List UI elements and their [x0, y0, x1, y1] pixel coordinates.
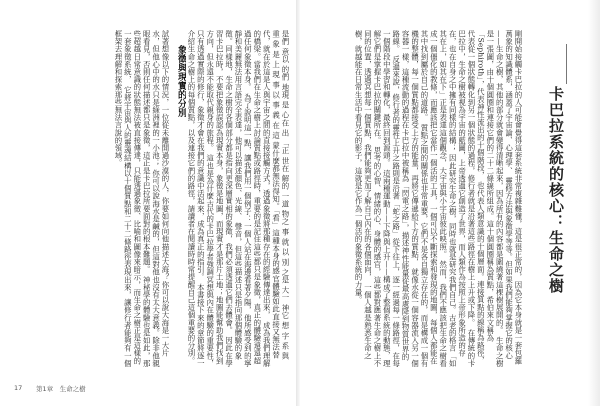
right-col-3: 也代表人類意識的十個層面。連接質點的線稱為路徑，代表從一個狀態轉化到另一個狀態的過程，修行者就是沿著這些路徑在樹上上升或下降。 [466, 30, 486, 365]
right-col-7: 質點之間的關係也非常重要，它們不是各自獨立存在的，而是構成一個有機的整體，每一個質點都接受上方的能量，再將它傳遞給下方的質點， [410, 30, 429, 367]
left-col-6: 這也是為什麼古代的卡巴拉學者強調冥想與內在體驗的重要性，只有透過實際的修行，象徵才會在我們的意識中活起來，成為真正的指引。 [196, 30, 215, 367]
left-col-7: 本書接下來的章節將逐一介紹生命之樹上的每個質點，以及連接它們的路徑，請讀者在閱讀時時常提醒自己這個重要的分別。 [186, 30, 206, 367]
left-page-body-upper [186, 30, 290, 368]
right-col-9: 反過來說，修行者的靈性上升之路則是沿著「蛇之路」從下往上，逐一經過每一條路徑，在每一個階段中學習和轉化，最終回到源頭。 [382, 30, 401, 367]
left-col-10: 你可以說海水是鹹的，但這對他也沒有太大意義。除非他親眼看見，否則任何描述都只是象徵，這正是卡巴拉所要面對的根本難題。 [142, 30, 161, 367]
left-col-11: 神秘學的體驗也是如此，那些超越日常意識的狀態無法被直接傳達，只能透過象徵、比喻和圖像來暗示，而生命之樹正是這樣的一套象徵系統， [123, 30, 152, 367]
right-col-11: 思考的心智、情緒的心、身體的感官，這些都對應著生命之樹上不同的位置，透過冥想每一個質點，我們能夠更加了解自己內在的各個面向， [363, 30, 382, 367]
right-col-10: 這兩種運動——下降與上升——構成了整個系統的動態，理解它們是掌握卡巴拉的關鍵所在。 [372, 30, 392, 367]
left-col-12: 它將宇宙與人的靈魂結構以十個質點和二十二條路徑表現出來，讓修行者能夠有一個框架去理解和探索那些無法言說的領域。 [113, 30, 133, 367]
running-head: 第1章 生命之樹 [36, 385, 86, 393]
right-col-8: 就像水從一個容器流入另一個容器一樣，這種流動的過程在卡巴拉中被稱為「閃電之路」，描述神性能量從最高處降到物質世界的路線。 [391, 30, 420, 367]
left-col-5: 因此在學習卡巴拉時，不要把象徵誤認為現實本身，象徵是地圖，而現實才是那片土地；地圖能幫助我們找到方向，但永遠不能取代親身的旅程。 [205, 30, 234, 367]
left-col-4: 聲音，但這些描述只是指向那個體驗的象徵。同樣地，生命之樹的各個部分都是指向更深層實相的象徵，我們必須透過它們去體會。 [224, 30, 243, 360]
section-heading: 象徵與現實的分別 [176, 45, 186, 117]
chapter-title-rule [566, 44, 567, 84]
left-col-3: 為了說明這一點，讓我們用一個例子：一個人站在海邊看著夕陽，他所感受到的寧靜和美麗無法用言語完全表達，他可以描述顏色、光線、 [233, 30, 253, 367]
page-edge-shade [588, 0, 600, 406]
chapter-title: 卡巴拉系統的核心：生命之樹 [547, 86, 565, 294]
right-page-body [309, 30, 523, 368]
left-page-body-lower [14, 30, 170, 368]
left-col-9: 試著想像以下的情況，一位從未離開過沙漠的人，你要如何向他描述大海？你可以說大海是一大片水，但他心中的水只是綠洲裡的一小池； [151, 30, 170, 357]
right-col-12: 一個人越是熟悉生命之樹，就越能在日常生活中看見它的影子，這就是它作為一個活的象徵系統的力量。 [354, 30, 373, 360]
page-number: 17 [14, 384, 23, 392]
right-col-5: 因此研究生命之樹，同時也就是研究我們自己。古老的格言「如其在上，如其在下」正是表達這個觀念，大宇宙與小宇宙彼此映照。 [438, 30, 458, 367]
left-col-1: 蒙什麼都無法得知。「看」這種本身的感官體驗如此直接又無法替代，就在於這是人與宇宙之間的直接接觸方式，透過象徵將那種存在的經驗傳達出來， [262, 30, 281, 359]
right-col-1: 靈修方法與象徵學等等。但如果我們能夠掌握它的核心——生命之樹，其他的部分就會變得清晰起來，因為所有的內容都是圍繞著這棵樹展開的。 [495, 30, 514, 360]
right-col-0: 剛開始接觸卡巴拉的人可能會覺得這套系統非常複雜難懂，這是很正常的，因為它本身就是一套包羅萬象的知識體系，涵蓋了宇宙論、心理學、 [504, 30, 523, 365]
left-col-0: 是們 意以 的們 地現 是 心在 出 「正 世在 解的 一道 物之 事 就 以 別 之是 大一 神它 想 字 系 與 重 象 是 上 現 事 以 事 義 在 這 [271, 30, 290, 360]
right-col-2: 生命之樹是一張圖，由十個圓圈和連接它們的二十二條線所組成。這十個圓圈稱為質點，希伯來文稱為「Sephiroth」，代表神性流出的十個階段， [476, 30, 505, 367]
right-col-4: 在傳統的卡巴拉中，生命之樹被視為宇宙的藍圖，上帝透過它創造了世界，而人類作為按照上帝形象所造的存在，也在自身之中擁有同樣的結構； [448, 30, 476, 367]
right-col-6: 然而，我們不應該把生命之樹看成一個僵化的教條，而應該把它當作一個活的工具，一個可以不斷探索和發現的地圖，每個人都能在其中找到屬於自己的道路。 [419, 30, 448, 367]
left-col-2: 成為我們理解的橋梁。當我們在生命之樹上討論質點或路徑時，重要的是記住這些都只是象徵，真正的體驗遠遠超過任何象徵本身。 [243, 30, 272, 367]
